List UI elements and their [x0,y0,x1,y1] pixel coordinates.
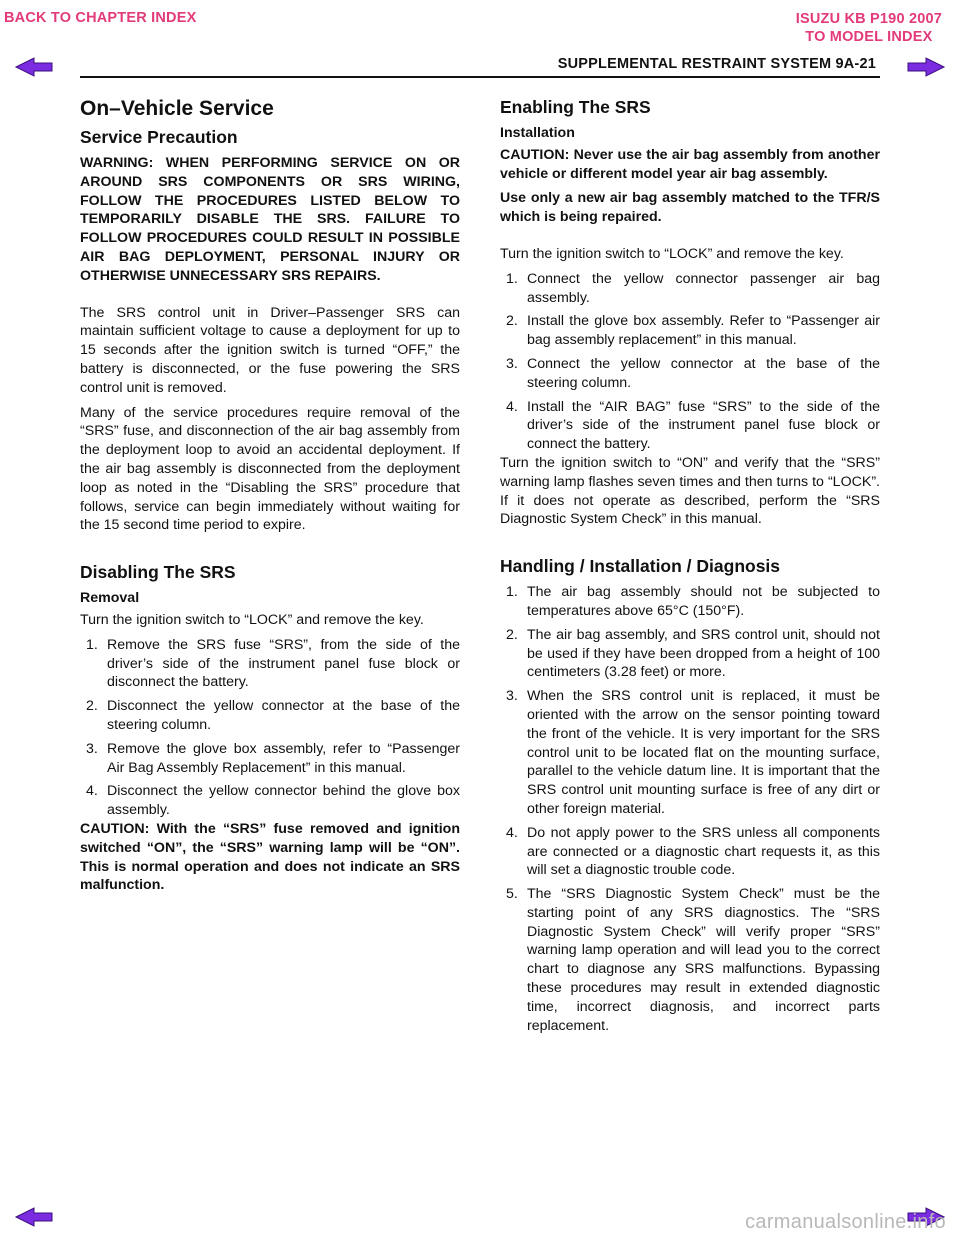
list-item: 1. Connect the yellow connector passenger air bag assembly. [506,270,880,306]
left-column [80,96,460,901]
right-column [500,96,880,1040]
page-header-title: SUPPLEMENTAL RESTRAINT SYSTEM 9A-21 [557,56,876,72]
prev-page-arrow-icon[interactable] [14,56,54,78]
model-title: ISUZU KB P190 2007 [795,11,942,27]
paragraph: Many of the service procedures require removal of the “SRS” fuse, and disconnection of the air bag assembly from the deployment loop to avoid an accidental deployment. If the air bag assembly is disconnected from the deployment loop as noted in the “Disabling the SRS” procedure that follows, service can begin immediately without waiting for the 15 second time period to expire. [80,404,460,534]
removal-intro: Turn the ignition switch to “LOCK” and remove the key. [80,611,424,628]
removal-steps-list [80,636,460,820]
enabling-srs-heading: Enabling The SRS [500,97,651,117]
watermark: carmanualsonline.info [745,1211,946,1233]
caution-text: CAUTION: With the “SRS” fuse removed and ignition switched “ON”, the “SRS” warning lamp will be “ON”. This is normal operation and does not indicate an SRS malfunction. [80,820,460,894]
to-model-index-label: TO MODEL INDEX [805,29,933,45]
list-item: 4. Do not apply power to the SRS unless all components are connected or a diagnostic chart requests it, as this will set a diagnostic trouble code. [506,824,880,879]
disabling-srs-heading: Disabling The SRS [80,562,236,583]
next-page-arrow-icon[interactable] [906,56,946,78]
removal-heading: Removal [80,590,140,607]
paragraph: The SRS control unit in Driver–Passenger SRS can maintain sufficient voltage to cause a deployment for up to 15 seconds after the ignition switch is turned “OFF,” the battery is disconnected, or the fuse powering the SRS control unit is removed. [80,304,460,396]
handling-heading: Handling / Installation / Diagnosis [500,556,781,577]
page-header [80,56,880,78]
list-item: 3. Connect the yellow connector at the base of the steering column. [506,355,880,391]
list-item: 1. The air bag assembly should not be subjected to temperatures above 65°C (150°F). [506,584,880,619]
on-vehicle-service-heading: On–Vehicle Service [80,97,274,120]
warning-text: WARNING: WHEN PERFORMING SERVICE ON OR AROUND SRS COMPONENTS OR SRS WIRING, FOLLOW THE PROCEDURES LISTED BELOW TO TEMPORARILY DISABLE THE SRS. FAILURE TO FOLLOW PROCEDURES COULD RESULT IN POSSIBLE AIR BAG DEPLOYMENT, PERSONAL INJURY OR OTHERWISE UNNECESSARY SRS REPAIRS. [80,155,460,284]
service-precaution-heading: Service Precaution [80,127,238,147]
list-item: 3. Remove the glove box assembly, refer to “Passenger Air Bag Assembly Replacement” in this manual. [86,740,460,776]
back-to-chapter-index-link[interactable]: BACK TO CHAPTER INDEX [4,10,197,26]
installation-heading: Installation [500,125,575,141]
install-outro: Turn the ignition switch to “ON” and verify that the “SRS” warning lamp flashes seven times and then turns to “LOCK”. If it does not operate as described, perform the “SRS Diagnostic System Check” in this manual. [500,454,880,528]
list-item: 4. Disconnect the yellow connector behind the glove box assembly. [86,783,460,819]
list-item: 2. The air bag assembly, and SRS control unit, should not be used if they have been dropped from a height of 100 centimeters (3.28 feet) or more. [506,626,880,681]
install-intro: Turn the ignition switch to “LOCK” and remove the key. [500,245,844,262]
install-steps-list [500,270,880,454]
list-item: 2. Install the glove box assembly. Refer to “Passenger air bag assembly replacement” in this manual. [506,313,880,349]
caution-text: CAUTION: Never use the air bag assembly from another vehicle or different model year air bag assembly. [500,146,880,182]
caution-text: Use only a new air bag assembly matched to the TFR/S which is being repaired. [500,190,880,226]
handling-steps-list [500,583,880,1035]
list-item: 1. Remove the SRS fuse “SRS”, from the side of the driver’s side of the instrument panel fuse block or disconnect the battery. [86,636,460,691]
list-item: 2. Disconnect the yellow connector at the base of the steering column. [86,698,460,733]
list-item: 4. Install the “AIR BAG” fuse “SRS” to the side of the driver’s side of the instrument panel fuse block or connect the battery. [506,398,880,453]
model-index-link[interactable] [796,10,942,46]
list-item: 5. The “SRS Diagnostic System Check” must be the starting point of any SRS diagnostics. The “SRS Diagnostic System Check” will verify proper “SRS” warning lamp operation and will lead you to the correct chart to diagnose any SRS malfunctions. Bypassing these procedures may result in extended diagnostic time, incorrect diagnosis, and incorrect parts replacement. [506,886,880,1034]
list-item: 3. When the SRS control unit is replaced, it must be oriented with the arrow on the sensor pointing toward the front of the vehicle. It is very important for the SRS control unit to be located flat on the mounting surface, parallel to the vehicle datum line. It is important that the SRS control unit mounting surface is free of any dirt or other foreign material. [506,688,880,817]
prev-page-arrow-bottom-icon[interactable] [14,1206,54,1228]
